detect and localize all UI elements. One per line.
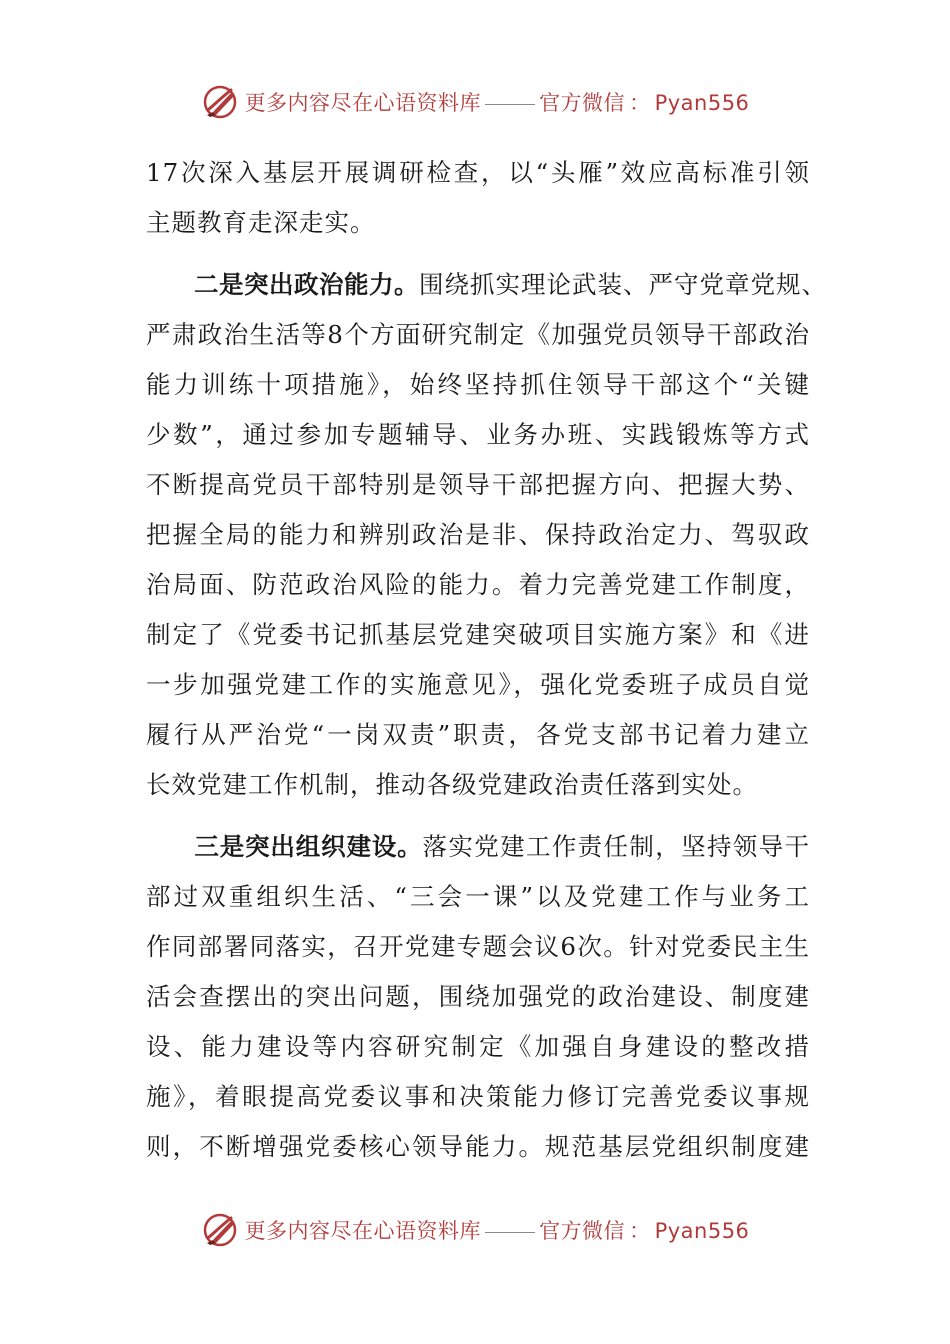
footer-banner [0, 1208, 950, 1252]
text-line: 一步加强党建工作的实施意见》，强化党委班子成员自觉 [146, 670, 810, 699]
banner-text [245, 87, 750, 117]
banner-text [245, 1215, 750, 1245]
text-line: 活会查摆出的突出问题，围绕加强党的政治建设、制度建 [146, 982, 810, 1011]
text-line: 主题教育走深走实。 [146, 208, 376, 237]
banner-colon: ： [629, 1219, 651, 1243]
text-line: 长效党建工作机制，推动各级党建政治责任落到实处。 [146, 770, 758, 799]
pen-logo-icon [201, 82, 241, 122]
text-line-rest: 围绕抓实理论武装、严守党章党规、 [419, 270, 827, 299]
banner-dash [485, 104, 535, 105]
text-line: 严肃政治生活等8个方面研究制定《加强党员领导干部政治 [146, 320, 810, 349]
text-line: 治局面、防范政治风险的能力。着力完善党建工作制度， [146, 570, 810, 599]
paragraph-2-lead: 二是突出政治能力。 [194, 270, 419, 299]
text-line: 把握全局的能力和辨别政治是非、保持政治定力、驾驭政 [146, 520, 810, 549]
text-line: 作同部署同落实，召开党建专题会议6次。针对党委民主生 [146, 932, 810, 961]
pen-logo-icon [201, 1210, 241, 1250]
text-line: 施》，着眼提高党委议事和决策能力修订完善党委议事规 [146, 1082, 810, 1111]
paragraph-1 [146, 148, 810, 248]
banner-wechat-label: 官方微信 [539, 91, 626, 115]
banner-colon: ： [629, 91, 651, 115]
text-line [146, 822, 810, 872]
paragraph-2 [146, 260, 827, 810]
banner-main-text: 更多内容尽在心语资料库 [244, 91, 482, 115]
banner-wechat-handle: Pyan556 [654, 91, 750, 115]
banner-wechat-label: 官方微信 [539, 1219, 626, 1243]
text-line [146, 260, 827, 310]
text-line: 能力训练十项措施》，始终坚持抓住领导干部这个“关键 [146, 370, 810, 399]
text-line: 17次深入基层开展调研检查，以“头雁”效应高标准引领 [146, 158, 810, 187]
paragraph-3 [146, 822, 810, 1172]
text-line: 制定了《党委书记抓基层党建突破项目实施方案》和《进 [146, 620, 810, 649]
paragraph-3-lead: 三是突出组织建设。 [194, 832, 423, 861]
banner-dash [485, 1232, 535, 1233]
text-line: 设、能力建设等内容研究制定《加强自身建设的整改措 [146, 1032, 810, 1061]
text-line: 部过双重组织生活、“三会一课”以及党建工作与业务工 [146, 882, 810, 911]
banner-main-text: 更多内容尽在心语资料库 [244, 1219, 482, 1243]
header-banner [0, 80, 950, 124]
text-line: 不断提高党员干部特别是领导干部把握方向、把握大势、 [146, 470, 810, 499]
text-line: 则，不断增强党委核心领导能力。规范基层党组织制度建 [146, 1132, 810, 1161]
banner-wechat-handle: Pyan556 [654, 1219, 750, 1243]
text-line-rest: 落实党建工作责任制，坚持领导干 [422, 832, 811, 861]
document-body [146, 148, 827, 1172]
text-line: 少数”，通过参加专题辅导、业务办班、实践锻炼等方式 [146, 420, 810, 449]
text-line: 履行从严治党“一岗双责”职责，各党支部书记着力建立 [146, 720, 810, 749]
